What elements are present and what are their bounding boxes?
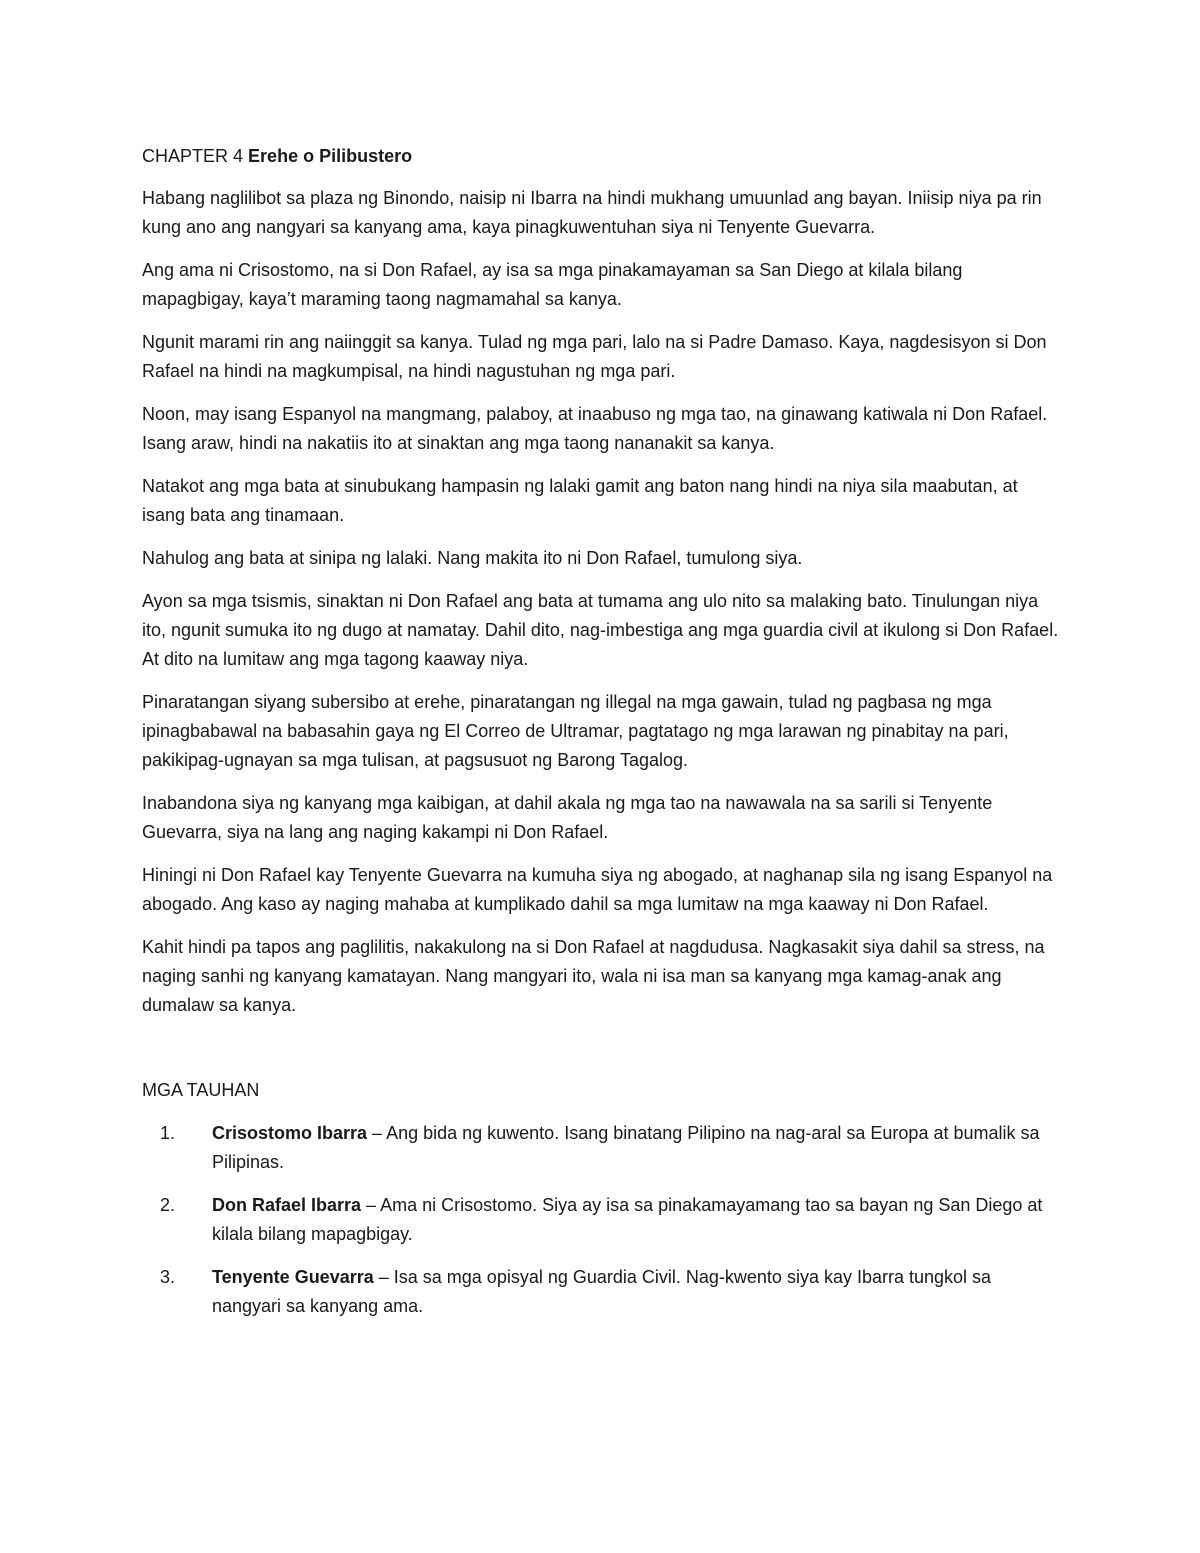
paragraph-6: Nahulog ang bata at sinipa ng lalaki. Nang makita ito ni Don Rafael, tumulong siya. — [142, 548, 803, 568]
paragraph-7: Ayon sa mga tsismis, sinaktan ni Don Rafael ang bata at tumama ang ulo nito sa malaking bato. Tinulungan niya ito, ngunit sumuka ito ng dugo at namatay. Dahil dito, nag-imbestiga ang mga guardia civil at ikulong si Don Rafael. At dito na lumitaw ang mga tagong kaaway niya. — [142, 591, 1059, 669]
paragraph-9: Inabandona siya ng kanyang mga kaibigan, at dahil akala ng mga tao na nawawala na sa sarili si Tenyente Guevarra, siya na lang ang naging kakampi ni Don Rafael. — [142, 793, 993, 842]
character-description: – Ama ni Crisostomo. Siya ay isa sa pinakamayamang tao sa bayan ng San Diego at kilala bilang mapagbigay. — [212, 1195, 1043, 1244]
paragraph-3: Ngunit marami rin ang naiinggit sa kanya. Tulad ng mga pari, lalo na si Padre Damaso. Kaya, nagdesisyon si Don Rafael na hindi na magkumpisal, na hindi nagustuhan ng mga pari. — [142, 332, 1047, 381]
paragraph-11: Kahit hindi pa tapos ang paglilitis, nakakulong na si Don Rafael at nagdudusa. Nagkasakit siya dahil sa stress, na naging sanhi ng kanyang kamatayan. Nang mangyari ito, wala ni isa man sa kanyang mga kamag-anak ang dumalaw sa kanya. — [142, 937, 1045, 1015]
paragraph-8: Pinaratangan siyang subersibo at erehe, pinaratangan ng illegal na mga gawain, tulad ng pagbasa ng mga ipinagbabawal na babasahin gaya ng El Correo de Ultramar, pagtatago ng mga larawan ng pinabitay na pari, pakikipag-ugnayan sa mga tulisan, at pagsusuot ng Barong Tagalog. — [142, 692, 1009, 770]
paragraph-4: Noon, may isang Espanyol na mangmang, palaboy, at inaabuso ng mga tao, na ginawang katiwala ni Don Rafael. Isang araw, hindi na nakatiis ito at sinaktan ang mga taong nananakit sa kanya. — [142, 404, 1048, 453]
character-name: Tenyente Guevarra — [212, 1267, 374, 1287]
list-item — [142, 1263, 1062, 1321]
chapter-heading — [142, 142, 1062, 171]
chapter-title: Erehe o Pilibustero — [248, 146, 413, 166]
character-name: Crisostomo Ibarra — [212, 1123, 368, 1143]
section-title: MGA TAUHAN — [142, 1080, 260, 1100]
document-page — [142, 142, 1062, 1335]
list-item — [142, 1191, 1062, 1249]
section-spacer — [142, 1034, 1062, 1076]
character-description: – Isa sa mga opisyal ng Guardia Civil. Nag-kwento siya kay Ibarra tungkol sa nangyari sa kanyang ama. — [212, 1267, 992, 1316]
paragraph-5: Natakot ang mga bata at sinubukang hampasin ng lalaki gamit ang baton nang hindi na niya sila maabutan, at isang bata ang tinamaan. — [142, 476, 1018, 525]
character-description: – Ang bida ng kuwento. Isang binatang Pilipino na nag-aral sa Europa at bumalik sa Pilipinas. — [212, 1123, 1040, 1172]
chapter-label: CHAPTER 4 — [142, 146, 244, 166]
list-item — [142, 1119, 1062, 1177]
characters-list — [142, 1119, 1062, 1321]
list-item-number: 2. — [160, 1195, 176, 1215]
list-item-number: 1. — [160, 1123, 176, 1143]
list-item-number: 3. — [160, 1267, 176, 1287]
paragraph-10: Hiningi ni Don Rafael kay Tenyente Guevarra na kumuha siya ng abogado, at naghanap sila ng isang Espanyol na abogado. Ang kaso ay naging mahaba at kumplikado dahil sa mga lumitaw na mga kaaway ni Don Rafael. — [142, 865, 1053, 914]
paragraph-2: Ang ama ni Crisostomo, na si Don Rafael, ay isa sa mga pinakamayaman sa San Diego at kilala bilang mapagbigay, kaya’t maraming taong nagmamahal sa kanya. — [142, 260, 963, 309]
character-name: Don Rafael Ibarra — [212, 1195, 362, 1215]
paragraph-1: Habang naglilibot sa plaza ng Binondo, naisip ni Ibarra na hindi mukhang umuunlad ang bayan. Iniisip niya pa rin kung ano ang nangyari sa kanyang ama, kaya pinagkuwentuhan siya ni Tenyente Guevarra. — [142, 188, 1042, 237]
